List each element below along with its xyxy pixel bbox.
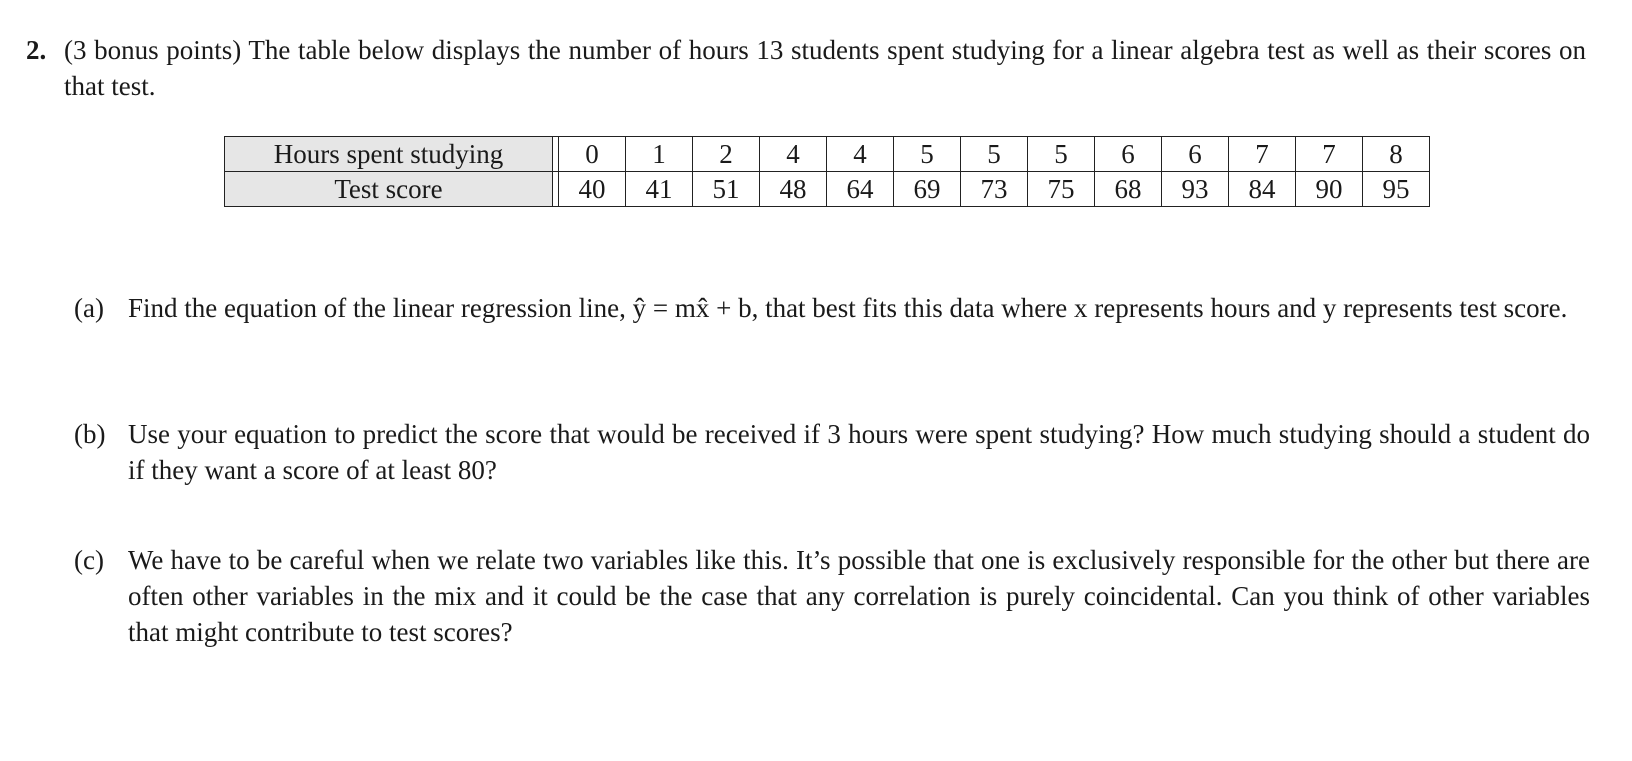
hours-cell: 5 bbox=[961, 137, 1028, 172]
part-a-label: (a) bbox=[74, 293, 104, 323]
part-c-label: (c) bbox=[74, 545, 104, 575]
data-table bbox=[224, 136, 1430, 207]
score-cell: 95 bbox=[1363, 172, 1430, 207]
score-cell: 41 bbox=[626, 172, 693, 207]
score-cell: 90 bbox=[1296, 172, 1363, 207]
part-c-text: We have to be careful when we relate two variables like this. It’s possible that one is exclusively responsible for the other but there are often other variables in the mix and it could be the case that any correlation is purely coincidental. Can you think of other variables that might contribute to test scores? bbox=[128, 545, 1590, 647]
score-cell: 51 bbox=[693, 172, 760, 207]
hours-cell: 7 bbox=[1296, 137, 1363, 172]
data-table-container bbox=[224, 136, 1430, 207]
part-b-text: Use your equation to predict the score that would be received if 3 hours were spent studying? How much studying should a student do if they want a score of at least 80? bbox=[128, 419, 1590, 485]
hours-cell: 5 bbox=[1028, 137, 1095, 172]
hours-cell: 6 bbox=[1095, 137, 1162, 172]
part-c bbox=[74, 542, 1590, 650]
row-header-score: Test score bbox=[225, 172, 553, 207]
score-cell: 64 bbox=[827, 172, 894, 207]
score-cell: 40 bbox=[559, 172, 626, 207]
score-cell: 68 bbox=[1095, 172, 1162, 207]
score-cell: 75 bbox=[1028, 172, 1095, 207]
problem-statement bbox=[26, 32, 1586, 104]
score-cell: 73 bbox=[961, 172, 1028, 207]
score-row bbox=[225, 172, 1430, 207]
problem-intro-text: (3 bonus points) The table below displays the number of hours 13 students spent studying for a linear algebra test as well as their scores on that test. bbox=[64, 35, 1586, 101]
problem-number: 2. bbox=[26, 35, 47, 65]
hours-cell: 7 bbox=[1229, 137, 1296, 172]
hours-cell: 4 bbox=[760, 137, 827, 172]
score-cell: 69 bbox=[894, 172, 961, 207]
hours-row bbox=[225, 137, 1430, 172]
part-a bbox=[74, 290, 1590, 326]
hours-cell: 0 bbox=[559, 137, 626, 172]
score-cell: 48 bbox=[760, 172, 827, 207]
hours-cell: 6 bbox=[1162, 137, 1229, 172]
part-b bbox=[74, 416, 1590, 488]
hours-cell: 2 bbox=[693, 137, 760, 172]
row-header-hours: Hours spent studying bbox=[225, 137, 553, 172]
hours-cell: 4 bbox=[827, 137, 894, 172]
part-b-label: (b) bbox=[74, 419, 106, 449]
hours-cell: 1 bbox=[626, 137, 693, 172]
score-cell: 93 bbox=[1162, 172, 1229, 207]
hours-cell: 8 bbox=[1363, 137, 1430, 172]
score-cell: 84 bbox=[1229, 172, 1296, 207]
part-a-text: Find the equation of the linear regression line, ŷ = mx̂ + b, that best fits this data where x represents hours and y represents test score. bbox=[128, 293, 1568, 323]
hours-cell: 5 bbox=[894, 137, 961, 172]
problem-intro bbox=[26, 32, 1586, 104]
